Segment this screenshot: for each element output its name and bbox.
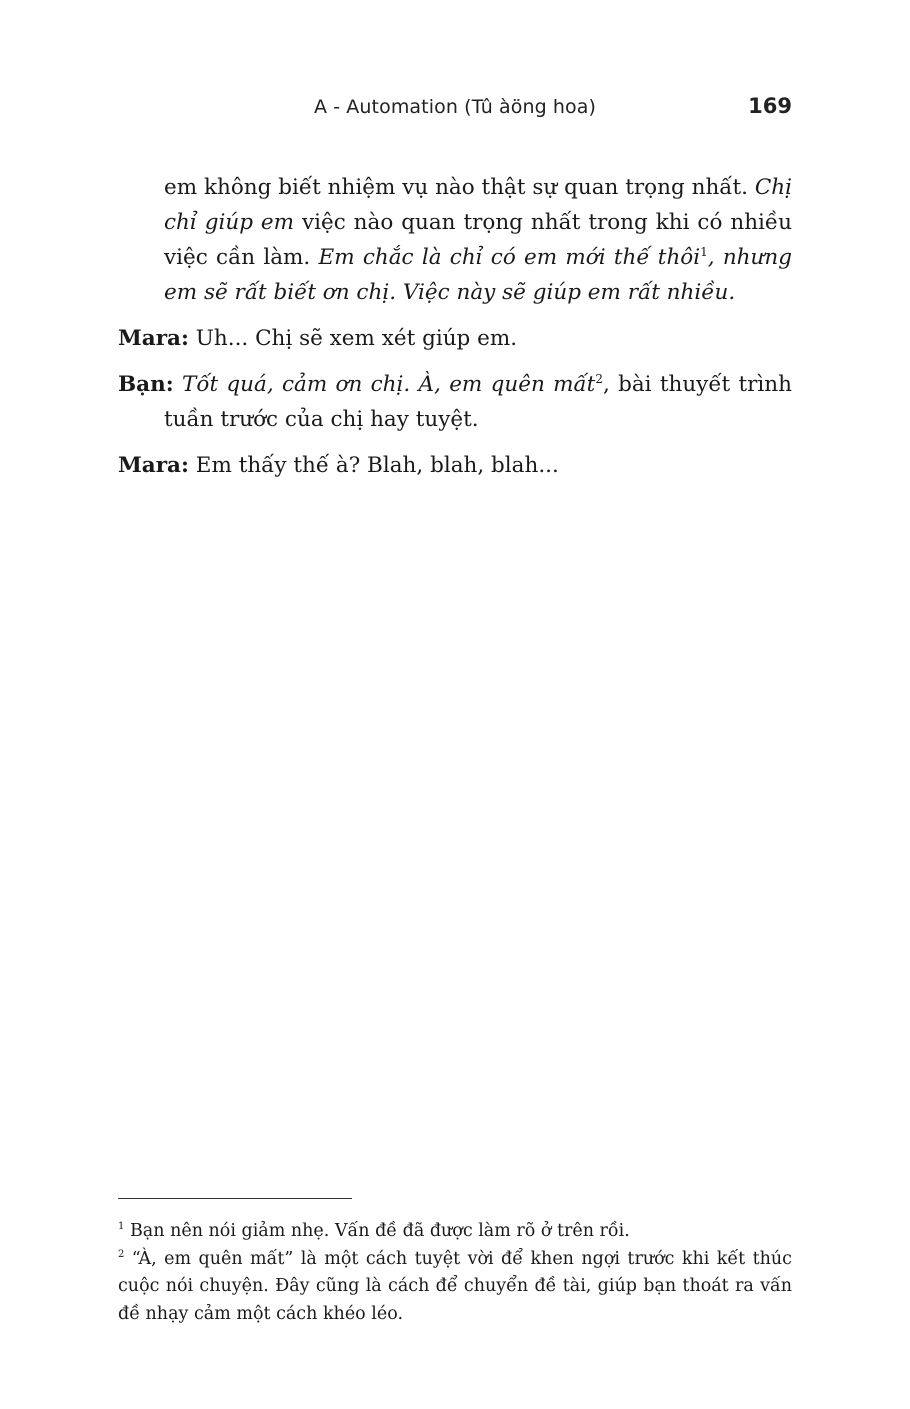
italic-text: Em chắc là chỉ có em mới thế thôi [318,245,701,270]
footnote-2 [118,1246,792,1329]
running-header [118,96,792,126]
plain-text: việc nào quan trọng nhất trong khi có nhiều việc cần làm. [164,210,792,270]
footnote-text: “À, em quên mất” là một cách tuyệt vời để khen ngợi trước khi kết thúc cuộc nói chuyện. Đây cũng là cách để chuyển đề tài, giúp bạn thoát ra vấn đề nhạy cảm một cách khéo léo. [118,1248,792,1324]
speaker-name: Bạn: [118,372,174,397]
footnote-number: 1 [118,1221,125,1233]
footnote-ref-1[interactable]: 1 [700,244,708,259]
page-number: 169 [748,94,792,118]
dialogue-line-mara-1 [118,321,792,356]
italic-text: , nhưng em sẽ rất biết ơn chị. Việc này sẽ giúp em rất nhiều. [164,245,792,305]
dialogue-text: , bài thuyết trình tuần trước của chị hay tuyệt. [164,372,792,432]
italic-text: Tốt quá, cảm ơn chị. À, em quên mất [173,372,596,397]
body-text [118,170,792,494]
dialogue-text: Em thấy thế à? Blah, blah, blah... [188,453,559,478]
footnote-ref-2[interactable]: 2 [595,371,603,386]
footnote-1 [118,1218,792,1246]
running-title: A - Automation (Tû àöng hoa) [313,96,597,118]
dialogue-continuation [118,170,792,310]
footnote-divider [118,1198,352,1199]
footnotes [118,1218,792,1328]
dialogue-line-mara-2 [118,448,792,483]
italic-text: Chị chỉ giúp em [164,175,792,235]
dialogue-text: Uh... Chị sẽ xem xét giúp em. [188,326,518,351]
speaker-name: Mara: [118,453,189,478]
speaker-name: Mara: [118,326,189,351]
footnote-number: 2 [118,1248,125,1260]
plain-text: em không biết nhiệm vụ nào thật sự quan trọng nhất. [164,175,755,200]
dialogue-line-ban [118,367,792,437]
footnote-text: Bạn nên nói giảm nhẹ. Vấn đề đã được làm rõ ở trên rồi. [124,1221,630,1241]
